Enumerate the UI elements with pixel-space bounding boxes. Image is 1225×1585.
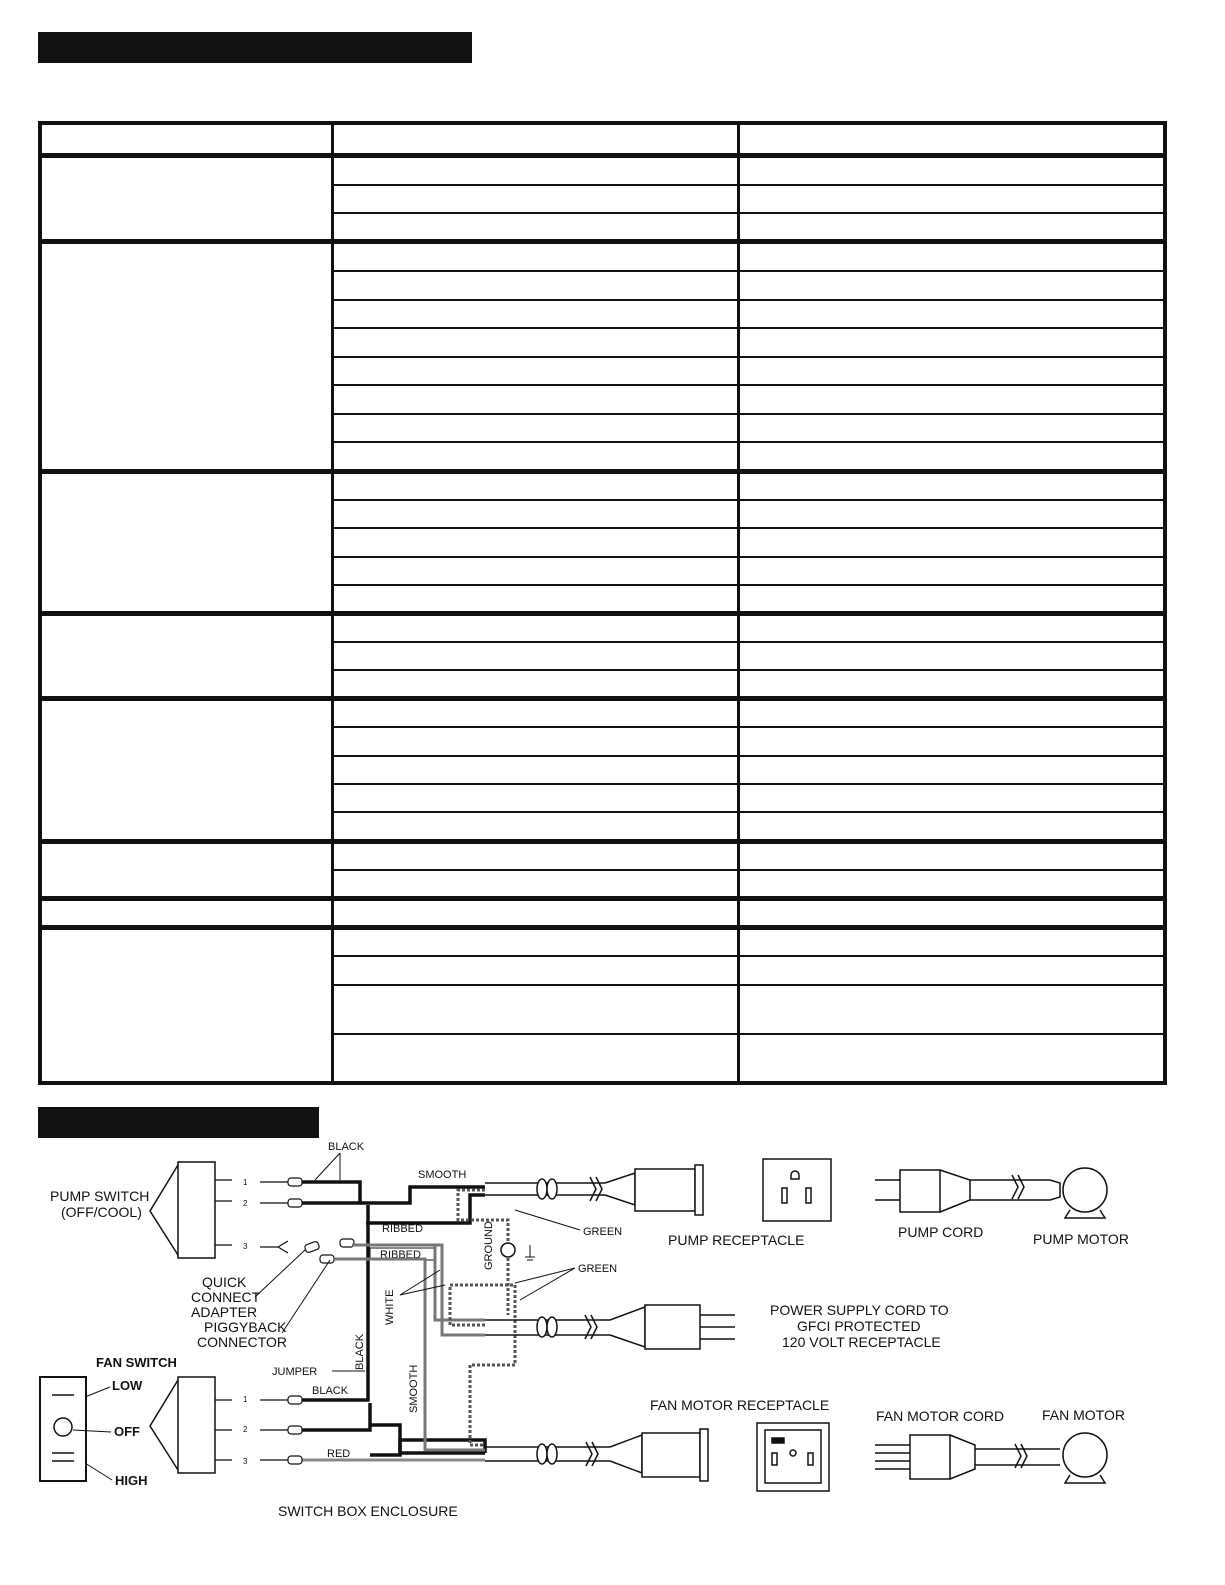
green-label-2: GREEN — [578, 1263, 618, 1275]
off-label: OFF — [114, 1424, 140, 1439]
ribbed-label-1: RIBBED — [382, 1223, 423, 1235]
row-divider — [334, 755, 1163, 757]
row-divider — [334, 499, 1163, 501]
fan-switch-face — [40, 1377, 86, 1481]
section-header-bar — [38, 1107, 319, 1138]
row-divider — [334, 384, 1163, 386]
high-label: HIGH — [115, 1473, 148, 1488]
pump-motor-label: PUMP MOTOR — [1033, 1231, 1129, 1247]
green-label-1: GREEN — [583, 1226, 623, 1238]
quick-connect-label-1: QUICK — [202, 1274, 247, 1290]
troubleshooting-table — [38, 121, 1167, 1085]
power-supply-label-1: POWER SUPPLY CORD TO — [770, 1302, 949, 1318]
row-divider — [334, 356, 1163, 358]
row-divider — [334, 527, 1163, 529]
ground-label: GROUND — [483, 1221, 495, 1270]
fan-cord-plug — [875, 1433, 1107, 1483]
group-divider — [42, 239, 1163, 244]
low-label: LOW — [112, 1378, 143, 1393]
row-divider — [334, 299, 1163, 301]
white-label: WHITE — [384, 1289, 396, 1325]
row-divider — [334, 811, 1163, 813]
row-divider — [334, 212, 1163, 214]
ground-screw-icon — [501, 1243, 515, 1257]
column-divider — [331, 125, 334, 1081]
fan-switch — [150, 1377, 232, 1473]
row-divider — [334, 955, 1163, 957]
pump-connectors — [260, 1178, 354, 1263]
black-fan-label: BLACK — [312, 1385, 349, 1397]
row-divider — [334, 783, 1163, 785]
smooth-vertical-label: SMOOTH — [408, 1364, 420, 1413]
row-divider — [334, 669, 1163, 671]
quick-connect-label-3: ADAPTER — [191, 1304, 258, 1320]
fan-receptacle-label: FAN MOTOR RECEPTACLE — [650, 1397, 830, 1413]
section-header-bar — [38, 32, 472, 63]
enclosure-label: SWITCH BOX ENCLOSURE — [278, 1503, 458, 1519]
fan-receptacle-cord — [485, 1429, 708, 1481]
group-divider — [42, 469, 1163, 474]
black-vertical-label: BLACK — [354, 1333, 366, 1370]
group-divider — [42, 896, 1163, 901]
row-divider — [334, 413, 1163, 415]
pump-switch-label: PUMP SWITCH — [50, 1188, 150, 1204]
group-divider — [42, 925, 1163, 930]
row-divider — [334, 270, 1163, 272]
pump-cord-plug — [875, 1168, 1107, 1218]
fan-cord-label: FAN MOTOR CORD — [876, 1408, 1005, 1424]
row-divider — [334, 441, 1163, 443]
row-divider — [334, 1033, 1163, 1035]
row-divider — [334, 869, 1163, 871]
group-divider — [42, 696, 1163, 701]
power-supply-label-2: GFCI PROTECTED — [797, 1318, 921, 1334]
group-divider — [42, 153, 1163, 158]
pump-receptacle-face — [763, 1159, 831, 1221]
row-divider — [334, 726, 1163, 728]
pump-receptacle-cord — [485, 1165, 703, 1215]
pump-cord-label: PUMP CORD — [898, 1224, 984, 1240]
row-divider — [334, 641, 1163, 643]
row-divider — [334, 184, 1163, 186]
red-label: RED — [327, 1448, 351, 1460]
smooth-top-label: SMOOTH — [418, 1169, 467, 1181]
jumper-label: JUMPER — [272, 1366, 318, 1378]
terminal-1-label: 1 — [243, 1178, 248, 1187]
pump-switch-sublabel: (OFF/COOL) — [61, 1204, 142, 1220]
pump-switch — [150, 1162, 232, 1258]
row-divider — [334, 584, 1163, 586]
group-divider — [42, 611, 1163, 616]
pump-receptacle-label: PUMP RECEPTACLE — [668, 1232, 805, 1248]
fan-receptacle-face — [757, 1423, 829, 1491]
fan-terminal-2-label: 2 — [243, 1425, 248, 1434]
fan-connectors — [260, 1396, 302, 1464]
column-divider — [737, 125, 740, 1081]
piggyback-label-2: CONNECTOR — [197, 1334, 287, 1350]
black-top-label: BLACK — [328, 1141, 365, 1153]
piggyback-label-1: PIGGYBACK — [204, 1319, 287, 1335]
power-supply-cord — [485, 1305, 735, 1349]
group-divider — [42, 839, 1163, 844]
fan-terminal-3-label: 3 — [243, 1457, 248, 1466]
wiring-diagram — [30, 1135, 1200, 1530]
row-divider — [334, 556, 1163, 558]
terminal-2-label: 2 — [243, 1199, 248, 1208]
fan-switch-label: FAN SWITCH — [96, 1355, 177, 1370]
ribbed-label-2: RIBBED — [380, 1249, 421, 1261]
fan-motor-label: FAN MOTOR — [1042, 1407, 1125, 1423]
row-divider — [334, 327, 1163, 329]
terminal-3-label: 3 — [243, 1242, 248, 1251]
ground-symbol-icon — [525, 1245, 535, 1260]
quick-connect-label-2: CONNECT — [191, 1289, 261, 1305]
power-supply-label-3: 120 VOLT RECEPTACLE — [782, 1334, 941, 1350]
fan-terminal-1-label: 1 — [243, 1395, 248, 1404]
row-divider — [334, 984, 1163, 986]
